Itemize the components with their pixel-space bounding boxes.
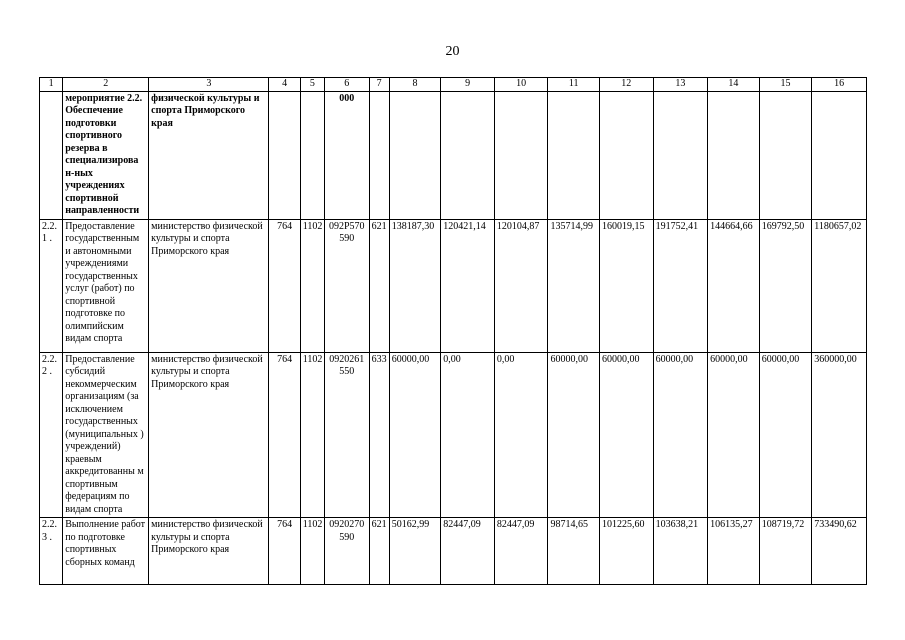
value-cell: 98714,65 [548,518,600,585]
code-cell: 764 [269,518,300,585]
column-number: 6 [325,78,369,92]
table-row [40,518,867,585]
value-cell: 103638,21 [653,518,708,585]
code-cell: 0920270 590 [325,518,369,585]
responsible-org: министерство физической культуры и спорта Приморского края [149,352,269,518]
code-cell: 633 [369,352,389,518]
value-cell [494,91,548,219]
column-number: 12 [599,78,653,92]
value-cell: 0,00 [441,352,495,518]
value-cell: 60000,00 [599,352,653,518]
value-cell: 82447,09 [494,518,548,585]
value-cell: 50162,99 [389,518,441,585]
budget-table [39,77,867,585]
value-cell [708,91,760,219]
value-cell: 160019,15 [599,219,653,352]
column-number: 3 [149,78,269,92]
activity-name: Предоставление субсидий некоммерческим организациям (за исключением государственных (муниципальных ) учреждений) краевым аккредитованны м спортивным федерациям по видам спорта [63,352,149,518]
value-cell: 60000,00 [389,352,441,518]
value-cell: 60000,00 [759,352,812,518]
responsible-org: министерство физической культуры и спорта Приморского края [149,219,269,352]
value-cell: 101225,60 [599,518,653,585]
activity-name: Предоставление государственным и автономными учреждениями государственных услуг (работ) по спортивной подготовке по олимпийским видам спорта [63,219,149,352]
table-row [40,91,867,219]
column-number: 10 [494,78,548,92]
activity-name: мероприятие 2.2. Обеспечение подготовки спортивного резерва в специализирова н-ных учреждениях спортивной направленности [63,91,149,219]
value-cell [759,91,812,219]
code-cell: 764 [269,352,300,518]
column-number: 5 [300,78,324,92]
code-cell: 621 [369,219,389,352]
column-number: 11 [548,78,600,92]
table-row [40,352,867,518]
value-cell [441,91,495,219]
page-number: 20 [445,44,460,59]
responsible-org: физической культуры и спорта Приморского края [149,91,269,219]
column-numbers-row [40,78,867,92]
responsible-org: министерство физической культуры и спорта Приморского края [149,518,269,585]
code-cell: 1102 [300,219,324,352]
value-cell: 360000,00 [812,352,867,518]
value-cell: 135714,99 [548,219,600,352]
code-cell: 000 [325,91,369,219]
column-number: 14 [708,78,760,92]
column-number: 7 [369,78,389,92]
column-number: 2 [63,78,149,92]
value-cell: 0,00 [494,352,548,518]
value-cell [812,91,867,219]
value-cell: 60000,00 [708,352,760,518]
value-cell: 120421,14 [441,219,495,352]
value-cell: 120104,87 [494,219,548,352]
code-cell: 1102 [300,518,324,585]
column-number: 9 [441,78,495,92]
value-cell: 108719,72 [759,518,812,585]
code-cell: 1102 [300,352,324,518]
table-row [40,219,867,352]
column-number: 4 [269,78,300,92]
code-cell [369,91,389,219]
column-number: 15 [759,78,812,92]
value-cell: 82447,09 [441,518,495,585]
value-cell: 60000,00 [548,352,600,518]
code-cell: 092Р570 590 [325,219,369,352]
code-cell [300,91,324,219]
value-cell [548,91,600,219]
value-cell: 106135,27 [708,518,760,585]
column-number: 8 [389,78,441,92]
value-cell: 733490,62 [812,518,867,585]
column-number: 13 [653,78,708,92]
value-cell: 144664,66 [708,219,760,352]
column-number: 1 [40,78,63,92]
value-cell [653,91,708,219]
row-number: 2.2.3 . [40,518,63,585]
value-cell: 60000,00 [653,352,708,518]
value-cell [599,91,653,219]
row-number: 2.2.1 . [40,219,63,352]
code-cell: 0920261 550 [325,352,369,518]
value-cell: 1180657,02 [812,219,867,352]
value-cell: 138187,30 [389,219,441,352]
code-cell: 621 [369,518,389,585]
value-cell: 169792,50 [759,219,812,352]
value-cell: 191752,41 [653,219,708,352]
value-cell [389,91,441,219]
code-cell: 764 [269,219,300,352]
column-number: 16 [812,78,867,92]
activity-name: Выполнение работ по подготовке спортивных сборных команд [63,518,149,585]
row-number [40,91,63,219]
row-number: 2.2.2 . [40,352,63,518]
code-cell [269,91,300,219]
